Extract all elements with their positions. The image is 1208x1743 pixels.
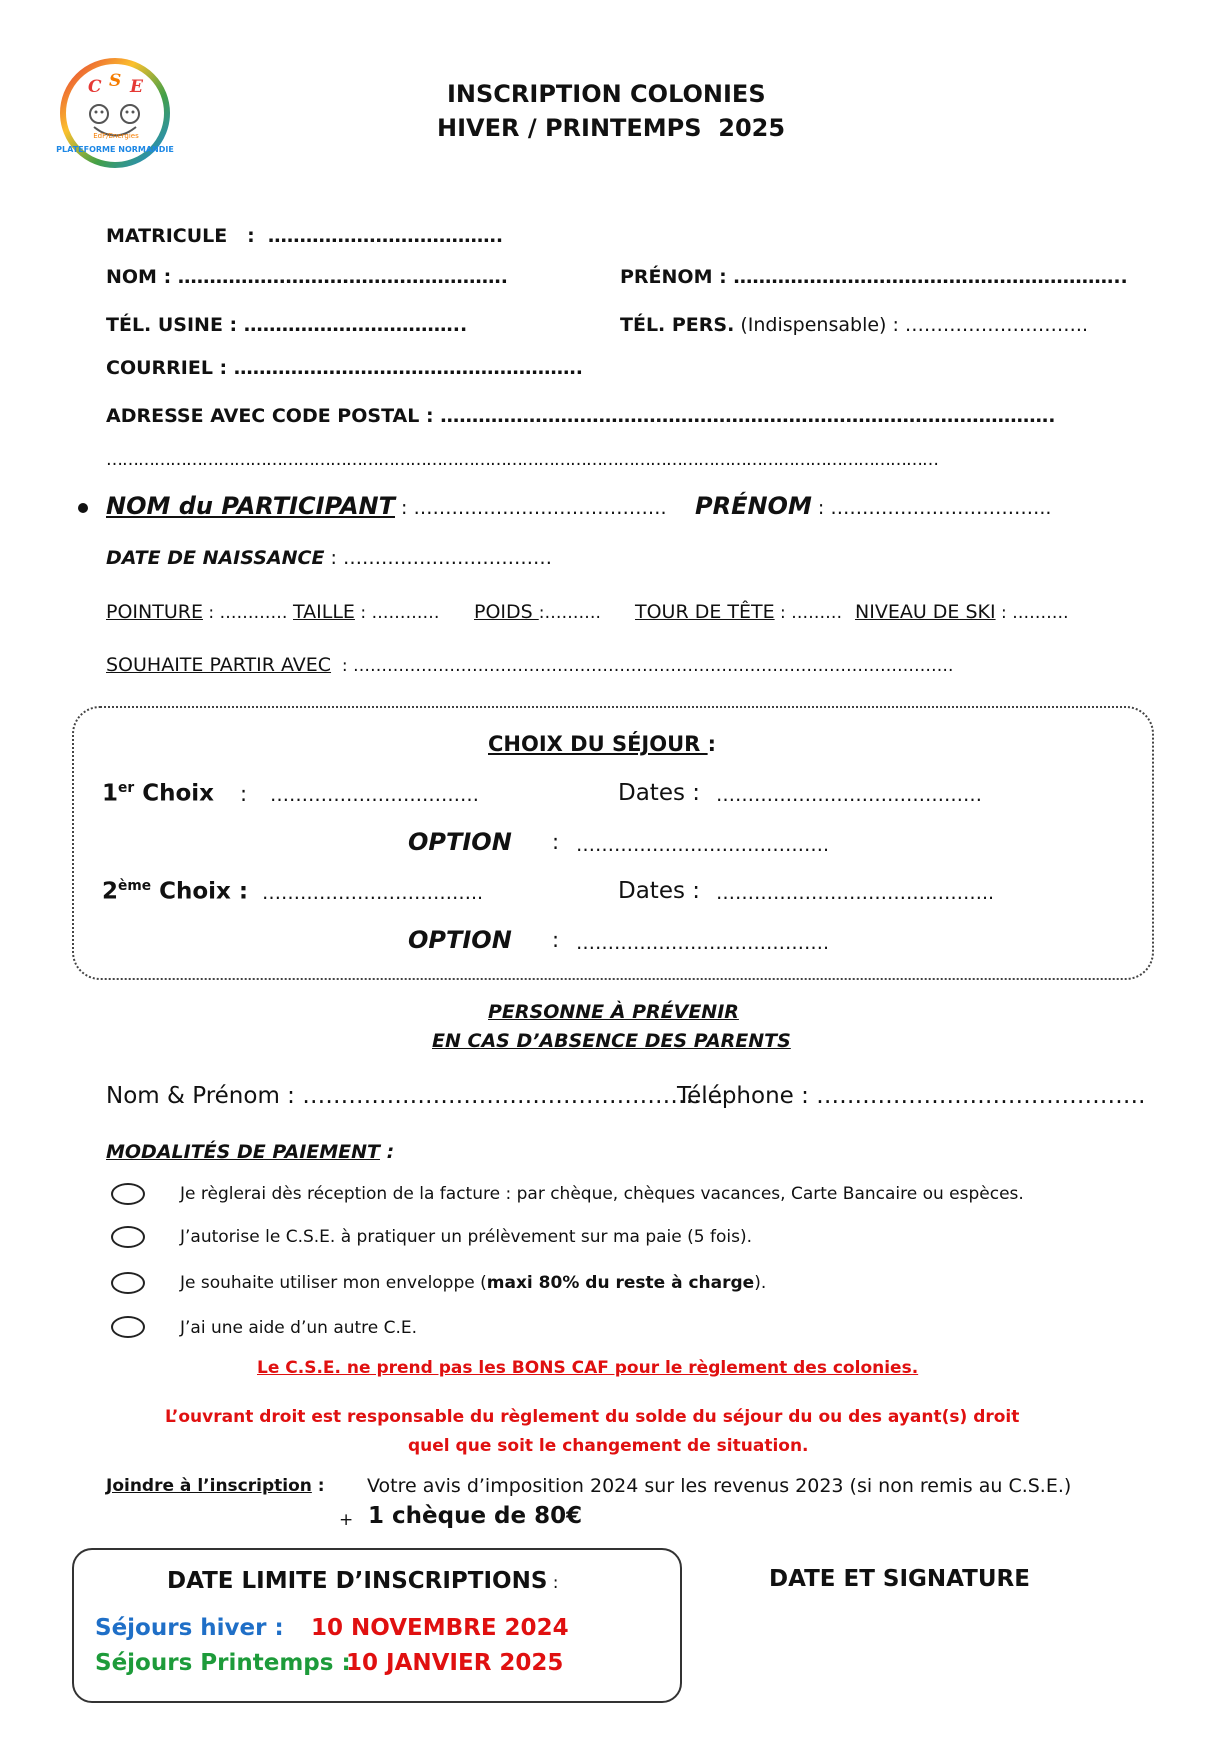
tour-de-tete-field[interactable]	[635, 601, 842, 623]
svg-text:S: S	[109, 71, 122, 91]
pointure-label: POINTURE	[106, 601, 203, 623]
participant-nom-label: NOM du PARTICIPANT	[106, 492, 395, 520]
enveloppe-text-c: ).	[754, 1273, 767, 1293]
deadline-title-text: DATE LIMITE D’INSCRIPTIONS	[167, 1568, 548, 1594]
participant-prenom-rest: : ……………………………..	[811, 497, 1052, 519]
courriel-field[interactable]: COURRIEL : ……………………………………………….	[106, 357, 583, 379]
tel-usine-field[interactable]: TÉL. USINE : ……………………………..	[106, 314, 468, 336]
prevenir-title-line1: PERSONNE À PRÉVENIR	[488, 1001, 739, 1023]
poids-rest: :……….	[538, 603, 601, 623]
radio-paiement-prelevement[interactable]	[111, 1226, 145, 1248]
warning-ouvrant-droit-line2: quel que soit le changement de situation.	[408, 1436, 809, 1456]
paiement-title-colon: :	[380, 1141, 395, 1163]
niveau-ski-rest: : ……….	[995, 603, 1069, 623]
choix2-label	[102, 878, 248, 905]
tour-de-tete-rest: : ………	[774, 603, 843, 623]
adresse-line2[interactable]: …………………………………………………………………………………………………………………………………………	[106, 450, 938, 470]
pointure-rest: : …………	[202, 603, 288, 623]
logo-icon	[54, 52, 176, 174]
taille-label: TAILLE	[293, 601, 355, 623]
choix2-input[interactable]: ……………………………..	[262, 882, 484, 904]
date-naissance-field[interactable]	[106, 547, 552, 569]
deadline-printemps-date: 10 JANVIER 2025	[346, 1650, 564, 1676]
matricule-field[interactable]: MATRICULE : ……………………………….	[106, 225, 504, 247]
souhaite-partir-rest: : …………………………………………………………………………………………….	[331, 656, 954, 676]
radio-paiement-enveloppe[interactable]	[111, 1272, 145, 1294]
prevenir-telephone-field[interactable]: Téléphone : …………………………………….	[677, 1083, 1146, 1109]
paiement-option-prelevement: J’autorise le C.S.E. à pratiquer un prélèvement sur ma paie (5 fois).	[180, 1227, 752, 1247]
choix1-label	[102, 780, 214, 807]
niveau-ski-label: NIVEAU DE SKI	[855, 601, 996, 623]
pointure-field[interactable]	[106, 601, 288, 623]
choix-sejour-title-colon: :	[707, 732, 717, 756]
signature-area[interactable]	[760, 1600, 1140, 1700]
dates2-input[interactable]: ……………………………………..	[716, 882, 995, 904]
prevenir-title-line2: EN CAS D’ABSENCE DES PARENTS	[432, 1030, 791, 1052]
option1-input[interactable]: ………………………………….	[576, 834, 830, 856]
taille-field[interactable]	[293, 601, 439, 623]
cse-logo	[54, 52, 176, 174]
poids-field[interactable]	[474, 601, 601, 623]
niveau-ski-field[interactable]	[855, 601, 1069, 623]
participant-prenom-label: PRÉNOM	[695, 492, 812, 520]
poids-label: POIDS	[474, 601, 539, 623]
choix2-sup: ème	[118, 878, 152, 894]
joindre-plus: +	[339, 1510, 354, 1530]
option1-label: OPTION	[408, 828, 512, 856]
choix1-sup: er	[118, 780, 135, 796]
participant-nom-field[interactable]	[106, 492, 667, 520]
paiement-option-autre-ce: J’ai une aide d’un autre C.E.	[180, 1318, 418, 1338]
paiement-option-enveloppe	[180, 1273, 766, 1293]
deadline-hiver-label: Séjours hiver :	[95, 1615, 284, 1641]
option1-colon: :	[552, 830, 560, 854]
dates2-label: Dates :	[618, 878, 701, 904]
dates1-label: Dates :	[618, 780, 701, 806]
radio-paiement-autre-ce[interactable]	[111, 1316, 145, 1338]
option2-input[interactable]: ………………………………….	[576, 932, 830, 954]
choix1-input[interactable]: ……………………………	[270, 784, 479, 806]
participant-nom-rest: : ………………………………….	[394, 497, 667, 519]
form-title: INSCRIPTION COLONIES	[447, 80, 766, 108]
choix1-word: Choix	[134, 780, 214, 807]
tel-pers-rest: (Indispensable) : ………………………..	[740, 314, 1089, 336]
joindre-avis-imposition: Votre avis d’imposition 2024 sur les revenus 2023 (si non remis au C.S.E.)	[367, 1475, 1072, 1497]
joindre-label-text: Joindre à l’inscription	[106, 1476, 312, 1496]
nom-field[interactable]: NOM : …………………………………………….	[106, 266, 509, 288]
choix-sejour-title-text: CHOIX DU SÉJOUR	[488, 732, 708, 756]
souhaite-partir-label: SOUHAITE PARTIR AVEC	[106, 654, 332, 676]
choix1-num: 1	[102, 780, 119, 807]
choix-sejour-title	[488, 732, 716, 756]
paiement-title	[106, 1141, 394, 1163]
deadline-title	[167, 1568, 559, 1594]
svg-text:E: E	[130, 77, 143, 97]
svg-text:PLATEFORME NORMANDIE: PLATEFORME NORMANDIE	[56, 145, 174, 154]
adresse-field[interactable]: ADRESSE AVEC CODE POSTAL : …………………………………………………………………………………….	[106, 405, 1056, 427]
paiement-title-text: MODALITÉS DE PAIEMENT	[106, 1141, 380, 1163]
radio-paiement-facture[interactable]	[111, 1183, 145, 1205]
enveloppe-text-b: maxi 80% du reste à charge	[486, 1273, 755, 1293]
option2-label: OPTION	[408, 926, 512, 954]
svg-text:C: C	[88, 77, 102, 97]
choix2-word: Choix :	[151, 878, 249, 905]
prenom-field[interactable]: PRÉNOM : ……………………………………………………..	[620, 266, 1128, 288]
form-subtitle: HIVER / PRINTEMPS 2025	[437, 114, 786, 142]
tel-pers-field[interactable]	[620, 314, 1088, 336]
dates1-input[interactable]: ……………………………………	[716, 784, 982, 806]
date-naissance-rest: : ……………………………	[324, 547, 552, 569]
taille-rest: : …………	[354, 603, 440, 623]
joindre-label	[106, 1476, 325, 1496]
joindre-colon: :	[311, 1476, 325, 1496]
svg-text:EdF/Energies: EdF/Energies	[93, 132, 139, 140]
joindre-cheque: 1 chèque de 80€	[368, 1503, 583, 1529]
tour-de-tete-label: TOUR DE TÊTE	[635, 601, 775, 623]
participant-prenom-field[interactable]	[695, 492, 1051, 520]
prevenir-nom-field[interactable]: Nom & Prénom : ……………………………………………….	[106, 1083, 724, 1109]
option2-colon: :	[552, 928, 560, 952]
choix2-num: 2	[102, 878, 119, 905]
warning-bons-caf: Le C.S.E. ne prend pas les BONS CAF pour le règlement des colonies.	[257, 1358, 919, 1378]
tel-pers-label: TÉL. PERS.	[620, 314, 735, 336]
date-naissance-label: DATE DE NAISSANCE	[106, 547, 325, 569]
choix1-colon: :	[240, 782, 248, 806]
souhaite-partir-field[interactable]	[106, 654, 953, 676]
deadline-hiver-date: 10 NOVEMBRE 2024	[311, 1615, 569, 1641]
enveloppe-text-a: Je souhaite utiliser mon enveloppe (	[180, 1273, 487, 1293]
deadline-printemps-label: Séjours Printemps :	[95, 1650, 351, 1676]
warning-ouvrant-droit-line1: L’ouvrant droit est responsable du règlement du solde du séjour du ou des ayant(s) droit	[165, 1407, 1020, 1427]
date-signature-label: DATE ET SIGNATURE	[769, 1566, 1030, 1592]
bullet-icon	[78, 503, 88, 513]
paiement-option-facture: Je règlerai dès réception de la facture : par chèque, chèques vacances, Carte Bancaire ou espèces.	[180, 1184, 1024, 1204]
deadline-title-colon: :	[547, 1573, 559, 1593]
